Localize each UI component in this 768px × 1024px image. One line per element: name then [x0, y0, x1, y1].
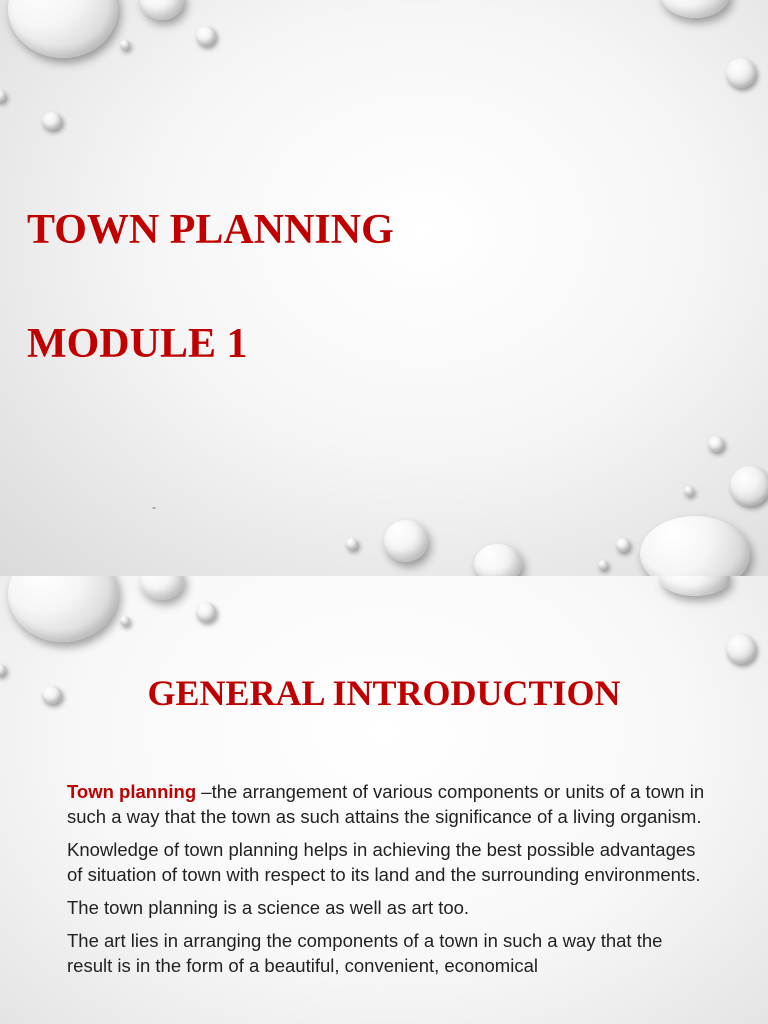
- section-heading: GENERAL INTRODUCTION: [147, 673, 621, 713]
- water-drop-icon: [120, 616, 130, 626]
- water-drop-icon: [8, 576, 118, 642]
- paragraph-art: The art lies in arranging the components of a town in such a way that the result is in the form of a beautiful, convenient, economical: [67, 930, 663, 976]
- paragraph-knowledge: Knowledge of town planning helps in achieving the best possible advantages of situation of town with respect to its land and the surrounding environments.: [67, 839, 701, 885]
- water-drop-icon: [660, 576, 730, 596]
- slide-title-line: TOWN PLANNING: [27, 207, 394, 253]
- water-drop-icon: [726, 634, 756, 664]
- water-drop-icon: [708, 436, 724, 452]
- water-drop-icon: [0, 90, 6, 102]
- key-term: Town planning: [67, 781, 197, 802]
- water-drop-icon: [140, 576, 184, 600]
- paragraph-text: –the arrangement of various components or units of a town in such a way that the town as such attains the significance of a living organism.: [67, 781, 705, 827]
- paragraph-definition: [67, 779, 707, 829]
- water-drop-icon: [42, 112, 62, 130]
- slide-subtitle-line: MODULE 1: [27, 321, 248, 367]
- water-drop-icon: [8, 0, 118, 58]
- water-drop-icon: [616, 538, 630, 552]
- slide-general-introduction: [0, 576, 768, 1024]
- water-drop-icon: [196, 602, 216, 622]
- water-drop-icon: [730, 466, 768, 506]
- water-drop-icon: [196, 26, 216, 46]
- water-drop-icon: [384, 520, 428, 562]
- water-drop-icon: [684, 486, 694, 496]
- paragraph-science-art: The town planning is a science as well as art too.: [67, 897, 470, 918]
- water-drop-icon: [140, 0, 184, 20]
- small-dash-mark: -: [152, 500, 156, 514]
- water-drop-icon: [120, 40, 130, 50]
- water-drop-icon: [346, 538, 358, 550]
- water-drop-icon: [640, 516, 750, 576]
- water-drop-icon: [474, 544, 522, 576]
- water-drop-icon: [660, 0, 730, 18]
- water-drop-icon: [726, 58, 756, 88]
- water-drop-icon: [598, 560, 608, 570]
- body-text: [67, 779, 707, 986]
